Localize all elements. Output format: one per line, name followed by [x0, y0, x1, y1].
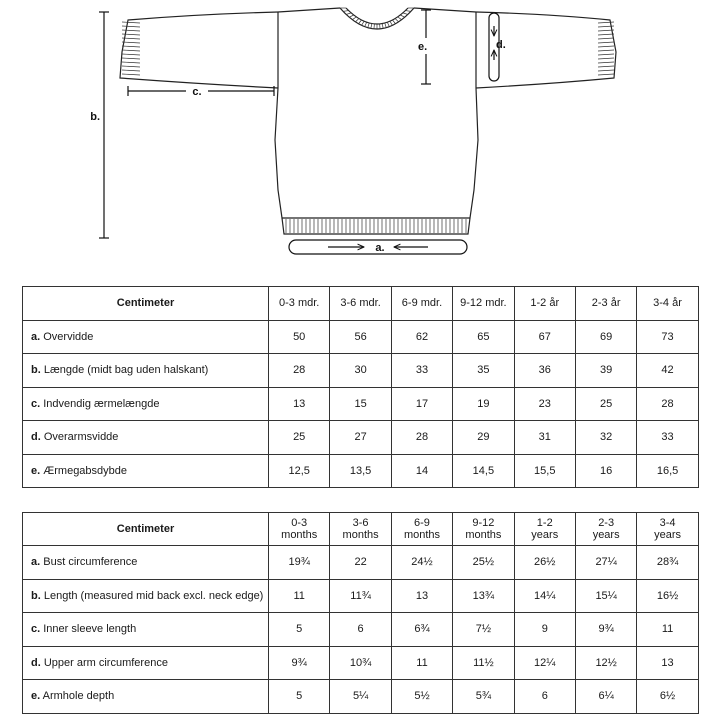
measurement-name: Length (measured mid back excl. neck edge) — [43, 589, 264, 602]
table-row — [23, 646, 699, 680]
measurement-value: 25½ — [453, 546, 514, 580]
rib-stroke — [352, 17, 356, 20]
measurement-value: 6¼ — [575, 680, 636, 714]
size-unit: months — [342, 529, 379, 541]
measurement-value: 15,5 — [514, 454, 575, 488]
rib-stroke — [598, 54, 614, 55]
rib-stroke — [598, 42, 614, 43]
rib-stroke — [122, 22, 140, 23]
measurement-value: 35 — [453, 354, 514, 388]
rib-stroke — [598, 74, 614, 75]
rib-stroke — [122, 50, 140, 51]
size-range: 6-9 — [414, 517, 430, 529]
measurement-value: 25 — [269, 421, 330, 455]
measurement-label — [23, 579, 269, 613]
rib-stroke — [122, 26, 140, 27]
measurement-label — [23, 421, 269, 455]
measurement-value: 9¾ — [269, 646, 330, 680]
measurement-value: 62 — [391, 320, 452, 354]
measurement-label — [23, 546, 269, 580]
measurement-value: 13 — [391, 579, 452, 613]
measurement-value: 28¾ — [637, 546, 698, 580]
size-range: 3-4 — [659, 517, 676, 529]
rib-stroke — [362, 21, 365, 25]
measurement-value: 16,5 — [637, 454, 698, 488]
measurement-value: 23 — [514, 387, 575, 421]
measurement-value: 28 — [391, 421, 452, 455]
measure-b-label: b. — [90, 111, 100, 123]
measurement-value: 9 — [514, 613, 575, 647]
table-row — [23, 613, 699, 647]
measurement-value: 7½ — [453, 613, 514, 647]
table-corner-label: Centimeter — [23, 513, 269, 546]
size-unit: years — [531, 529, 559, 541]
table-row — [23, 680, 699, 714]
measurement-value: 6 — [514, 680, 575, 714]
measurement-key: c. — [31, 397, 41, 410]
measurement-value: 31 — [514, 421, 575, 455]
sweater-outline — [120, 8, 616, 234]
size-range: 3-6 — [352, 517, 369, 529]
rib-stroke — [346, 13, 351, 15]
measurement-value: 39 — [575, 354, 636, 388]
size-column-header — [391, 513, 452, 546]
size-column-header: 3-4 år — [637, 287, 698, 321]
rib-stroke — [359, 20, 362, 24]
size-column-header: 1-2 år — [514, 287, 575, 321]
table-header-row — [23, 513, 699, 546]
measurement-value: 29 — [453, 421, 514, 455]
table-row — [23, 546, 699, 580]
measurement-label — [23, 613, 269, 647]
rib-stroke — [387, 22, 389, 26]
measurement-value: 30 — [330, 354, 391, 388]
size-unit: months — [465, 529, 502, 541]
measure-d-label: d. — [496, 39, 506, 51]
measurement-value: 42 — [637, 354, 698, 388]
size-column-header: 6-9 mdr. — [391, 287, 452, 321]
rib-stroke — [122, 46, 140, 47]
measurement-name: Ærmegabsdybde — [43, 464, 128, 477]
measure-c-label: c. — [192, 86, 202, 98]
rib-stroke — [598, 38, 614, 39]
measurement-value: 25 — [575, 387, 636, 421]
measurement-value: 22 — [330, 546, 391, 580]
measurement-value: 24½ — [391, 546, 452, 580]
measurement-value: 5¼ — [330, 680, 391, 714]
measurement-value: 5 — [269, 680, 330, 714]
measurement-key: d. — [31, 656, 41, 669]
measurement-value: 26½ — [514, 546, 575, 580]
size-column-header: 3-6 mdr. — [330, 287, 391, 321]
measurement-name: Inner sleeve length — [43, 623, 137, 636]
measurement-value: 6 — [330, 613, 391, 647]
size-column-header: 2-3 år — [575, 287, 636, 321]
measurement-value: 14¼ — [514, 579, 575, 613]
sweater-measurement-diagram — [0, 0, 720, 270]
rib-stroke — [598, 62, 614, 63]
table-row — [23, 454, 699, 488]
measurement-value: 6½ — [637, 680, 698, 714]
measurement-value: 9¾ — [575, 613, 636, 647]
rib-stroke — [598, 70, 614, 71]
measurement-value: 33 — [391, 354, 452, 388]
measurement-value: 11 — [391, 646, 452, 680]
rib-stroke — [598, 22, 614, 23]
rib-stroke — [343, 11, 349, 12]
rib-stroke — [368, 23, 370, 28]
size-range: 2-3 — [598, 517, 615, 529]
measurement-value: 19 — [453, 387, 514, 421]
rib-stroke — [365, 22, 367, 26]
rib-stroke — [598, 66, 614, 67]
measurement-key: b. — [31, 589, 41, 602]
measurement-value: 33 — [637, 421, 698, 455]
measurement-value: 13 — [637, 646, 698, 680]
measurement-value: 13 — [269, 387, 330, 421]
size-column-header — [637, 513, 698, 546]
rib-stroke — [122, 66, 140, 67]
rib-stroke — [403, 13, 408, 15]
measurement-value: 15 — [330, 387, 391, 421]
measure-b-line — [99, 12, 109, 238]
size-range: 0-3 — [291, 517, 308, 529]
size-column-header — [269, 513, 330, 546]
measurement-value: 5¾ — [453, 680, 514, 714]
rib-stroke — [393, 20, 396, 24]
measurement-value: 6¾ — [391, 613, 452, 647]
measurement-value: 11½ — [453, 646, 514, 680]
measurement-value: 27¼ — [575, 546, 636, 580]
measurement-key: a. — [31, 556, 41, 569]
measurement-key: a. — [31, 330, 41, 343]
rib-stroke — [349, 15, 354, 17]
measurement-name: Armhole depth — [42, 690, 115, 703]
measurement-key: d. — [31, 431, 41, 444]
measurement-value: 5 — [269, 613, 330, 647]
rib-stroke — [122, 62, 140, 63]
measurement-value: 12,5 — [269, 454, 330, 488]
size-column-header: 9-12 mdr. — [453, 287, 514, 321]
measurement-name: Bust circumference — [43, 556, 138, 569]
size-column-header — [575, 513, 636, 546]
rib-stroke — [405, 11, 411, 12]
table-row — [23, 387, 699, 421]
measurement-name: Indvendig ærmelængde — [43, 397, 160, 410]
rib-stroke — [122, 42, 140, 43]
size-column-header — [514, 513, 575, 546]
measurement-label — [23, 454, 269, 488]
measurement-value: 11 — [269, 579, 330, 613]
size-column-header — [453, 513, 514, 546]
ribbing-pattern — [122, 8, 614, 233]
measurement-label — [23, 320, 269, 354]
rib-stroke — [122, 30, 140, 31]
size-table-english — [22, 512, 699, 714]
rib-stroke — [395, 19, 399, 22]
size-range: 1-2 — [536, 517, 553, 529]
rib-stroke — [598, 34, 614, 35]
measurement-value: 50 — [269, 320, 330, 354]
table-row — [23, 320, 699, 354]
measurement-key: e. — [31, 464, 41, 477]
measurement-value: 27 — [330, 421, 391, 455]
measurement-value: 65 — [453, 320, 514, 354]
measurement-value: 16 — [575, 454, 636, 488]
measurement-value: 10¾ — [330, 646, 391, 680]
size-unit: years — [592, 529, 620, 541]
measurement-value: 73 — [637, 320, 698, 354]
measure-a-label: a. — [375, 242, 385, 254]
measurement-value: 67 — [514, 320, 575, 354]
measurement-value: 17 — [391, 387, 452, 421]
measurement-value: 12¼ — [514, 646, 575, 680]
measurement-value: 13,5 — [330, 454, 391, 488]
rib-stroke — [122, 54, 140, 55]
table-header-row — [23, 287, 699, 321]
measurement-value: 69 — [575, 320, 636, 354]
measurement-name: Overvidde — [43, 330, 94, 343]
rib-stroke — [371, 24, 372, 29]
measurement-value: 14,5 — [453, 454, 514, 488]
measurement-name: Overarmsvidde — [43, 431, 119, 444]
rib-stroke — [598, 50, 614, 51]
rib-stroke — [122, 74, 140, 75]
measurement-label — [23, 387, 269, 421]
rib-stroke — [598, 46, 614, 47]
measurement-name: Længde (midt bag uden halskant) — [43, 364, 209, 377]
rib-stroke — [398, 17, 402, 20]
measurement-value: 11 — [637, 613, 698, 647]
size-column-header: 0-3 mdr. — [269, 287, 330, 321]
table-row — [23, 421, 699, 455]
size-column-header — [330, 513, 391, 546]
rib-stroke — [385, 23, 387, 28]
measurement-key: b. — [31, 364, 41, 377]
measurement-value: 16½ — [637, 579, 698, 613]
measurement-value: 5½ — [391, 680, 452, 714]
measurement-key: c. — [31, 623, 41, 636]
rib-stroke — [122, 58, 140, 59]
size-unit: months — [403, 529, 441, 541]
rib-stroke — [355, 19, 359, 22]
measurement-value: 56 — [330, 320, 391, 354]
rib-stroke — [390, 21, 393, 25]
size-table-danish — [22, 286, 699, 488]
size-unit: months — [281, 529, 318, 541]
measure-e-label: e. — [418, 41, 428, 53]
measurement-value: 12½ — [575, 646, 636, 680]
rib-stroke — [122, 70, 140, 71]
measurement-value: 36 — [514, 354, 575, 388]
measurement-label — [23, 354, 269, 388]
rib-stroke — [598, 58, 614, 59]
table-row — [23, 579, 699, 613]
measurement-value: 11¾ — [330, 579, 391, 613]
rib-stroke — [374, 24, 375, 29]
measurement-label — [23, 646, 269, 680]
rib-stroke — [380, 24, 381, 29]
measurement-name: Upper arm circumference — [43, 656, 168, 669]
measurement-value: 19¾ — [269, 546, 330, 580]
table-corner-label: Centimeter — [23, 287, 269, 321]
measurement-value: 32 — [575, 421, 636, 455]
measurement-label — [23, 680, 269, 714]
measurement-value: 13¾ — [453, 579, 514, 613]
measurement-value: 15¼ — [575, 579, 636, 613]
measurement-value: 28 — [637, 387, 698, 421]
measurement-value: 28 — [269, 354, 330, 388]
rib-stroke — [400, 15, 405, 17]
table-row — [23, 354, 699, 388]
size-range: 9-12 — [472, 517, 495, 529]
measurement-key: e. — [31, 690, 41, 703]
size-unit: years — [654, 529, 681, 541]
measurement-value: 14 — [391, 454, 452, 488]
rib-stroke — [382, 24, 383, 29]
